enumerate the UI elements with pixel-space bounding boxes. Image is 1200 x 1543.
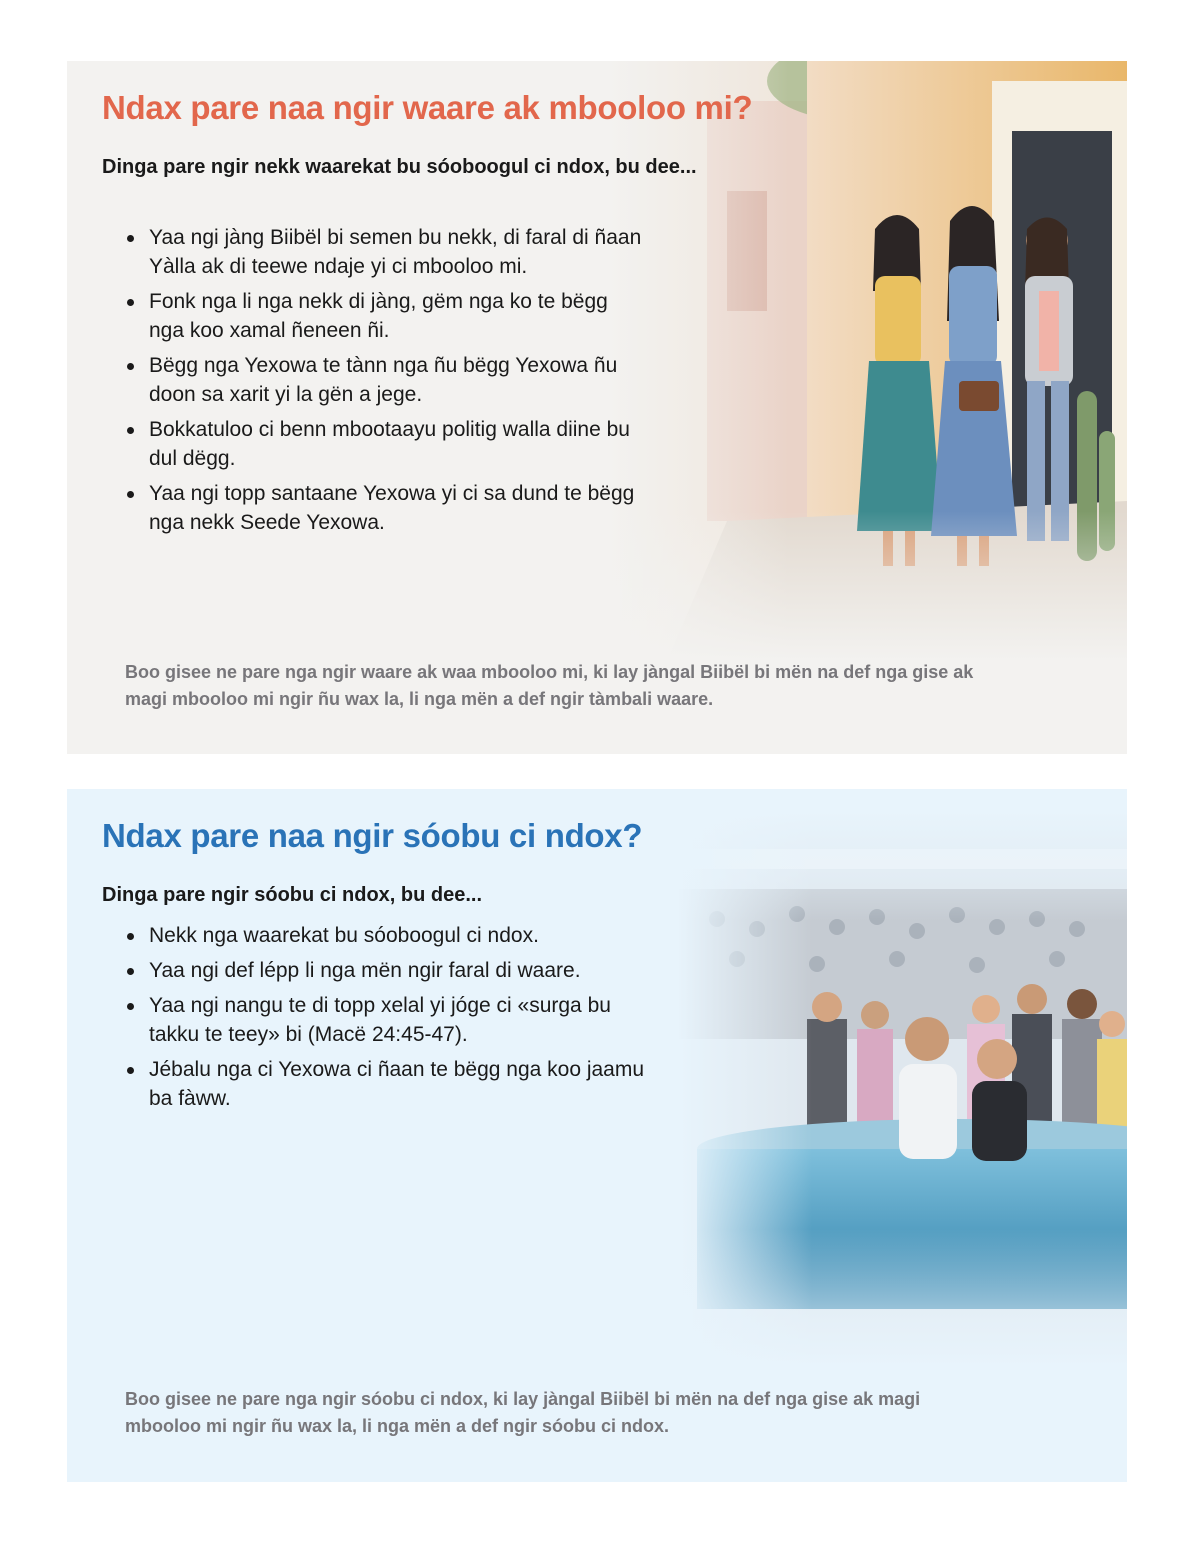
section-lead: Dinga pare ngir nekk waarekat bu sóoboogul ci ndox, bu dee...: [102, 156, 697, 178]
section-title: Ndax pare naa ngir waare ak mbooloo mi?: [102, 89, 753, 126]
baptism-pool-illustration: [677, 809, 1127, 1369]
list-item-text: Yaa ngi def lépp li nga mën ngir faral di waare.: [149, 959, 581, 982]
list-item: [125, 1055, 645, 1113]
list-item: [125, 956, 645, 985]
section-baptism-readiness: [67, 789, 1127, 1482]
list-item-text: Yaa ngi nangu te di topp xelal yi jóge ci «surga bu takku te teey» bi (Macë 24:45-47).: [149, 994, 611, 1046]
list-item: [125, 921, 645, 950]
section-preaching-readiness: [67, 61, 1127, 754]
section-note: Boo gisee ne pare nga ngir sóobu ci ndox, ki lay jàngal Biibël bi mën na def nga gise ak magi mbooloo mi ngir ñu wax la, li nga mën a def ngir sóobu ci ndox.: [125, 1389, 921, 1436]
bullet-icon: [127, 427, 134, 434]
requirements-list: [125, 223, 645, 543]
bullet-icon: [127, 968, 134, 975]
list-item: [125, 479, 645, 537]
list-item: [125, 991, 645, 1049]
list-item-text: Nekk nga waarekat bu sóoboogul ci ndox.: [149, 924, 539, 947]
list-item: [125, 223, 645, 281]
bullet-icon: [127, 1067, 134, 1074]
list-item: [125, 287, 645, 345]
section-lead: Dinga pare ngir sóobu ci ndox, bu dee...: [102, 884, 483, 906]
list-item-text: Yaa ngi jàng Biibël bi semen bu nekk, di faral di ñaan Yàlla ak di teewe ndaje yi ci mbooloo mi.: [149, 226, 642, 278]
list-item-text: Fonk nga li nga nekk di jàng, gëm nga ko te bëgg nga koo xamal ñeneen ñi.: [149, 290, 608, 342]
door-to-door-witnessing-illustration: [607, 61, 1127, 661]
section-note: Boo gisee ne pare nga ngir waare ak waa mbooloo mi, ki lay jàngal Biibël bi mën na def nga gise ak magi mbooloo mi ngir ñu wax la, li nga mën a def ngir tàmbali waare.: [125, 662, 974, 709]
bullet-icon: [127, 299, 134, 306]
bullet-icon: [127, 933, 134, 940]
list-item-text: Yaa ngi topp santaane Yexowa yi ci sa dund te bëgg nga nekk Seede Yexowa.: [149, 482, 635, 534]
section-title: Ndax pare naa ngir sóobu ci ndox?: [102, 817, 643, 854]
list-item: [125, 351, 645, 409]
requirements-list: [125, 921, 645, 1119]
list-item: [125, 415, 645, 473]
list-item-text: Bokkatuloo ci benn mbootaayu politig walla diine bu dul dëgg.: [149, 418, 630, 470]
bullet-icon: [127, 491, 134, 498]
list-item-text: Jébalu nga ci Yexowa ci ñaan te bëgg nga koo jaamu ba fàww.: [149, 1058, 645, 1110]
bullet-icon: [127, 1003, 134, 1010]
bullet-icon: [127, 363, 134, 370]
list-item-text: Bëgg nga Yexowa te tànn nga ñu bëgg Yexowa ñu doon sa xarit yi la gën a jege.: [149, 354, 618, 406]
bullet-icon: [127, 235, 134, 242]
